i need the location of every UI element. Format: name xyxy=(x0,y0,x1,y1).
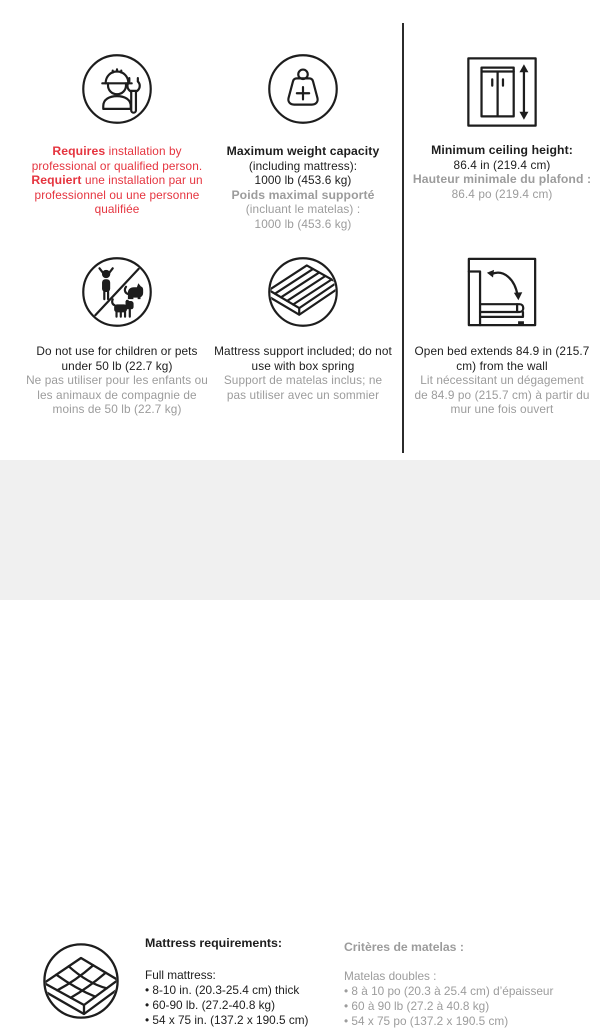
tile-ceiling-height xyxy=(404,20,600,201)
mattress-support-fr: Support de matelas inclus; ne pas utiliser avec un sommier xyxy=(223,373,383,402)
ceiling-height-en-line2: 86.4 in (219.4 cm) xyxy=(453,157,551,172)
no-children-pets-text xyxy=(20,344,214,417)
installation-note-en-bold: Requires xyxy=(52,144,106,158)
weight-capacity-fr-line3: 1000 lb (453.6 kg) xyxy=(254,216,352,231)
weight-capacity-fr-heading: Poids maximal supporté xyxy=(231,187,375,202)
installation-note-en: installation by professional or qualified person. xyxy=(31,144,203,173)
weight-capacity-text xyxy=(210,144,396,232)
mattress-requirements-en xyxy=(145,936,340,1028)
mattress-requirements-panel xyxy=(0,460,600,1028)
installer-icon xyxy=(20,53,214,125)
mattress-requirements-fr-heading: Critères de matelas : xyxy=(344,940,464,954)
tile-installation xyxy=(20,20,214,217)
mattress-icon xyxy=(41,941,121,1021)
mattress-requirement-item: • 54 x 75 po (137.2 x 190.5 cm) xyxy=(344,1014,596,1029)
installation-note xyxy=(24,144,210,217)
tile-weight-capacity xyxy=(210,20,396,232)
ceiling-height-text xyxy=(404,143,600,201)
no-children-pets-fr: Ne pas utiliser pour les enfants ou les animaux de compagnie de moins de 50 lb (22.7 kg) xyxy=(26,373,208,417)
tile-no-children-pets xyxy=(20,240,214,417)
mattress-requirements-en-heading: Mattress requirements: xyxy=(145,936,283,950)
weight-icon xyxy=(210,53,396,125)
mattress-requirements-fr xyxy=(344,940,596,1029)
ceiling-height-fr-heading: Hauteur minimale du plafond : xyxy=(412,172,592,187)
ceiling-height-fr-line2: 86.4 po (219.4 cm) xyxy=(451,186,553,201)
no-children-pets-en: Do not use for children or pets under 50 lb (22.7 kg) xyxy=(36,344,198,373)
mattress-requirement-item: • 54 x 75 in. (137.2 x 190.5 cm) xyxy=(145,1013,340,1028)
mattress-requirements-en-subheading: Full mattress: xyxy=(145,968,216,982)
weight-capacity-fr-line2: (incluant le matelas) : xyxy=(245,202,361,217)
open-bed-icon xyxy=(404,253,600,331)
open-bed-en: Open bed extends 84.9 in (215.7 cm) from the wall xyxy=(414,344,590,373)
open-bed-text xyxy=(404,344,600,417)
mattress-requirement-item: • 60 à 90 lb (27.2 à 40.8 kg) xyxy=(344,999,596,1014)
no-children-pets-icon xyxy=(20,256,214,328)
weight-capacity-en-heading: Maximum weight capacity xyxy=(226,144,380,158)
weight-capacity-en-line3: 1000 lb (453.6 kg) xyxy=(254,173,352,188)
mattress-support-icon xyxy=(210,256,396,328)
mattress-requirement-item: • 60-90 lb. (27.2-40.8 kg) xyxy=(145,998,340,1013)
weight-capacity-en-line2: (including mattress): xyxy=(248,158,358,173)
tile-mattress-support xyxy=(210,240,396,402)
ceiling-height-icon xyxy=(404,53,600,131)
installation-note-fr-bold: Requiert xyxy=(31,173,82,188)
installation-note-fr: une installation par un professionnel ou une personne qualifiée xyxy=(34,173,203,217)
open-bed-fr: Lit nécessitant un dégagement de 84.9 po (215.7 cm) à partir du mur une fois ouvert xyxy=(414,373,590,417)
mattress-requirement-item: • 8 à 10 po (20.3 à 25.4 cm) d’épaisseur xyxy=(344,984,596,999)
mattress-support-text xyxy=(210,344,396,402)
mattress-requirement-item: • 8-10 in. (20.3-25.4 cm) thick xyxy=(145,983,340,998)
mattress-support-en: Mattress support included; do not use with box spring xyxy=(214,344,392,373)
ceiling-height-en-heading: Minimum ceiling height: xyxy=(431,143,573,157)
mattress-requirements-fr-subheading: Matelas doubles : xyxy=(344,969,437,983)
tile-open-bed xyxy=(404,240,600,417)
